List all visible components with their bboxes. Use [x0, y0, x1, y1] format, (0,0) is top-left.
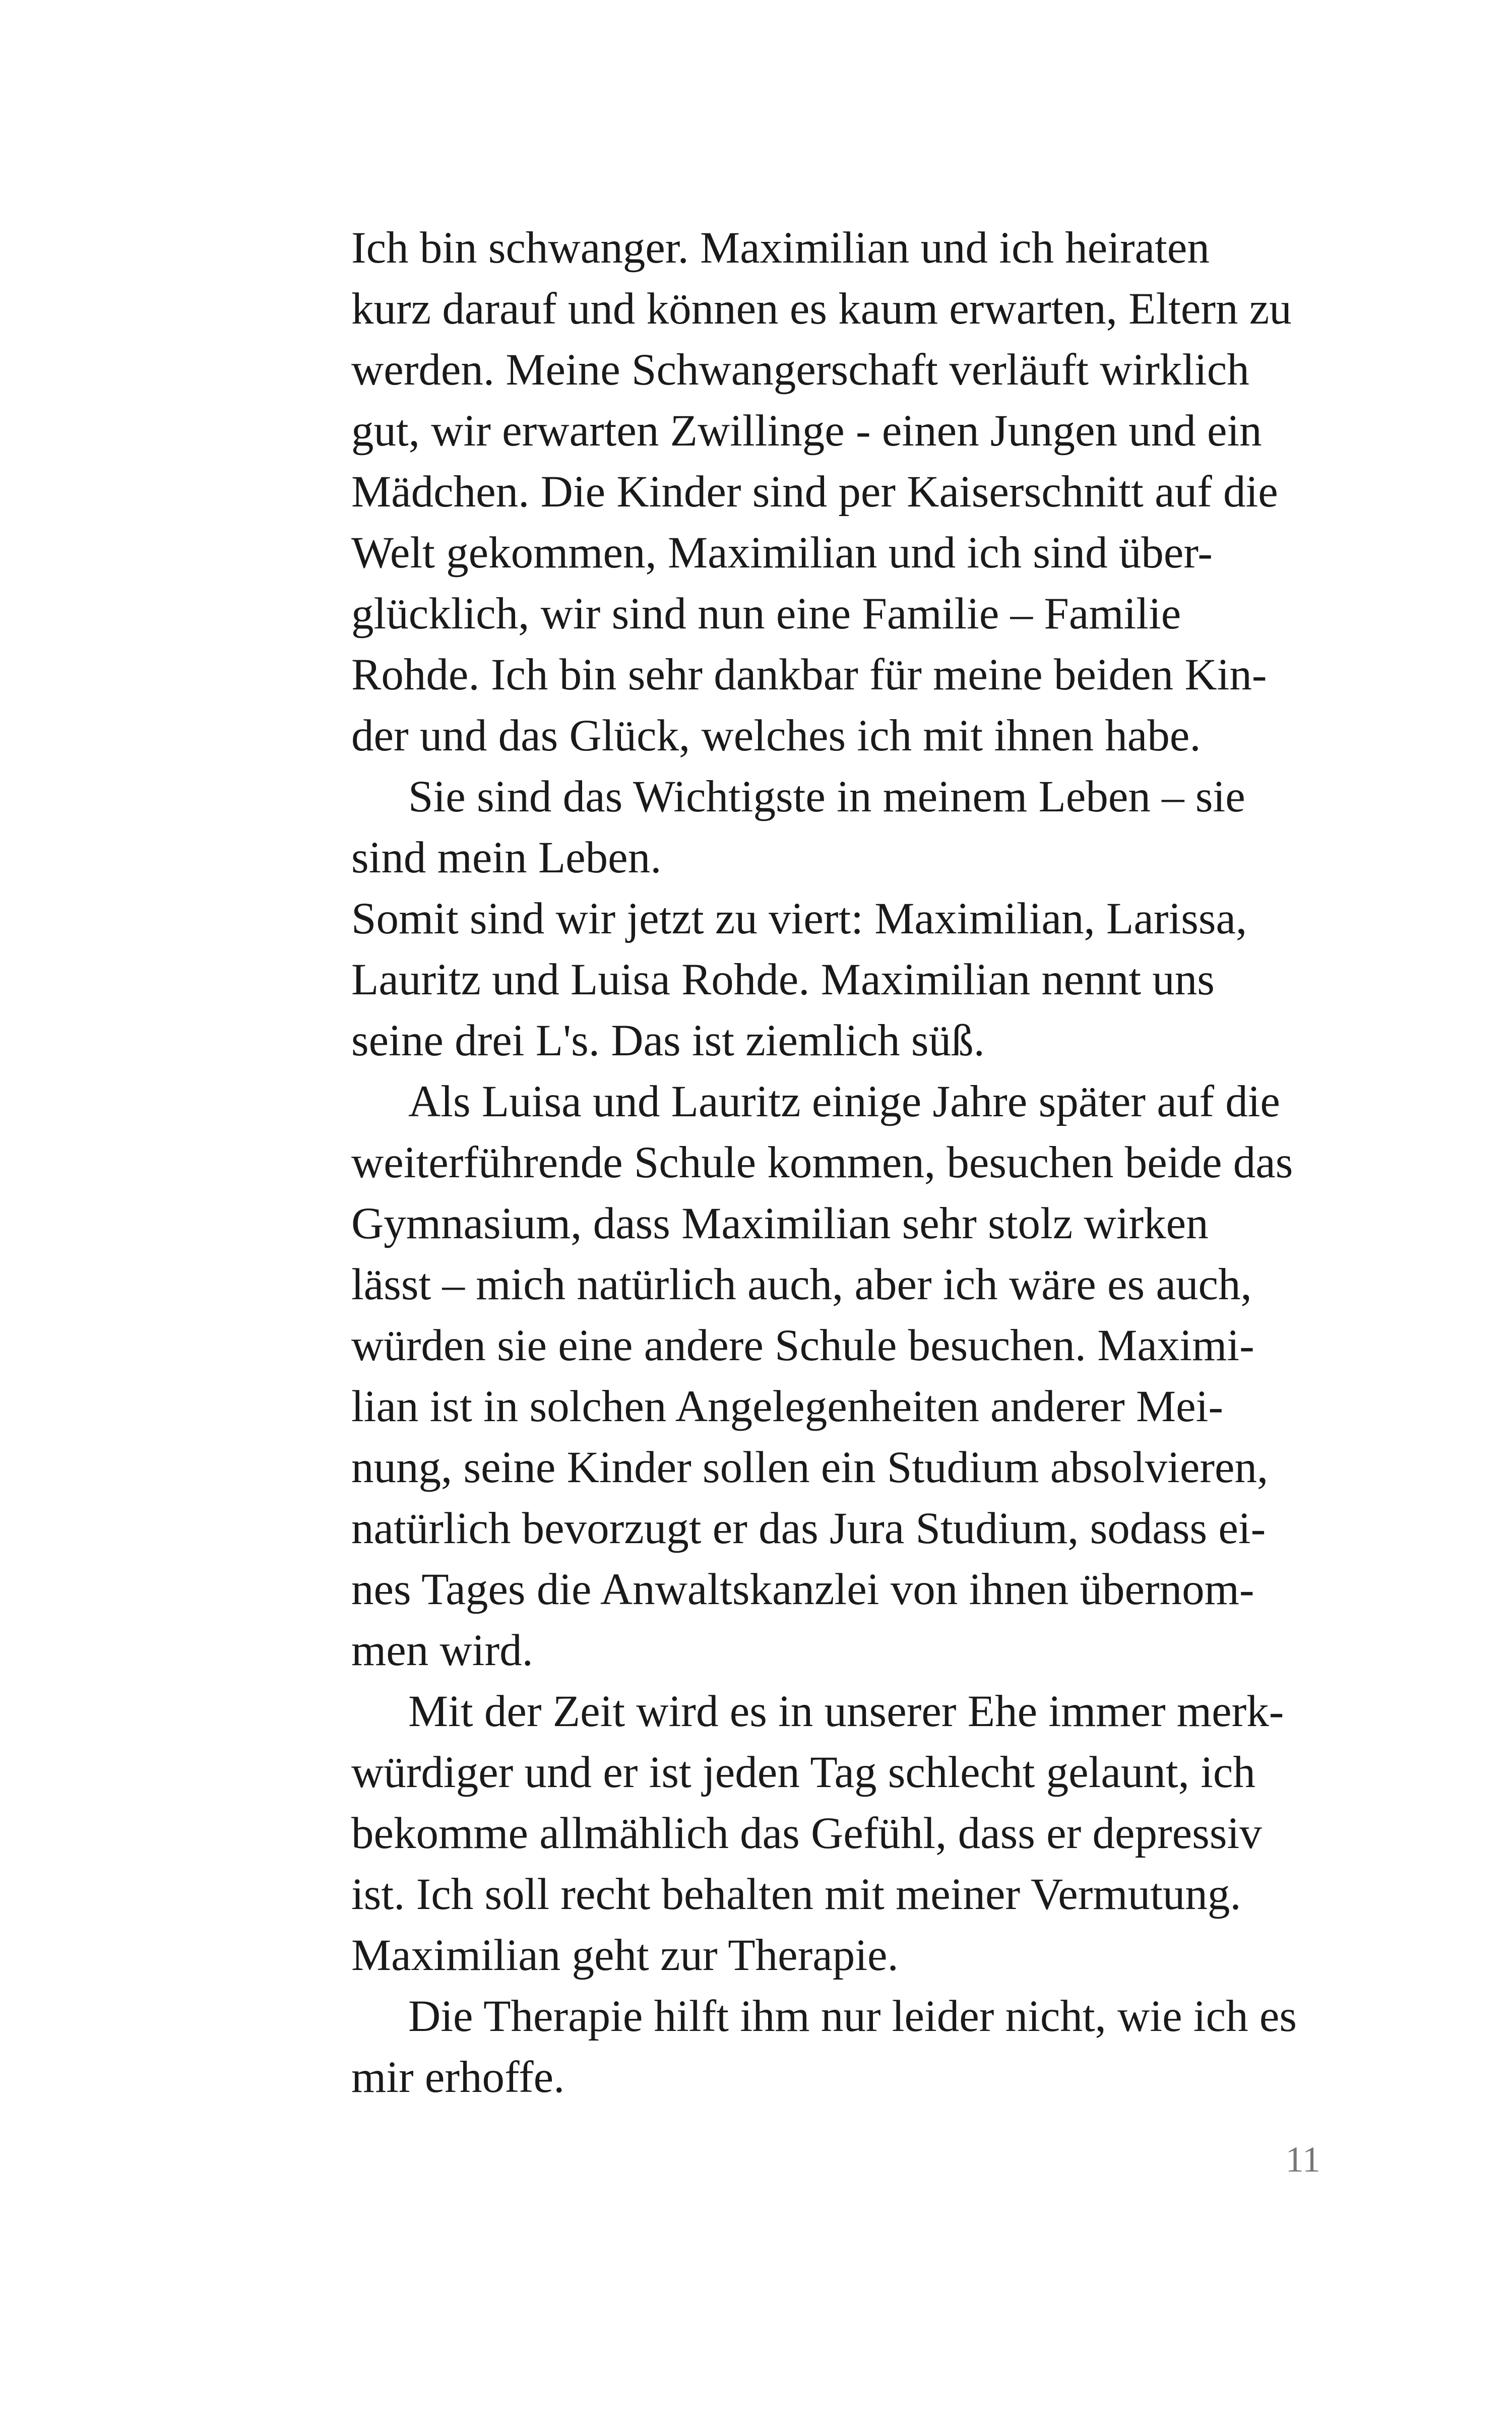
text-line: ist. Ich soll recht behalten mit meiner Vermutung. — [351, 1870, 1241, 1919]
text-line: Gymnasium, dass Maximilian sehr stolz wirken — [351, 1199, 1209, 1248]
text-line: glücklich, wir sind nun eine Familie – Familie — [351, 589, 1181, 639]
text-line: bekomme allmählich das Gefühl, dass er depressiv — [351, 1809, 1262, 1858]
text-line-indented: Die Therapie hilft ihm nur leider nicht, wie ich es — [408, 1992, 1297, 2041]
text-line: kurz darauf und können es kaum erwarten, Eltern zu — [351, 284, 1292, 334]
text-line-indented: Als Luisa und Lauritz einige Jahre später auf die — [408, 1077, 1280, 1126]
text-line: werden. Meine Schwangerschaft verläuft wirklich — [351, 345, 1249, 395]
text-line: lian ist in solchen Angelegenheiten anderer Mei- — [351, 1382, 1223, 1431]
text-line: Rohde. Ich bin sehr dankbar für meine beiden Kin- — [351, 650, 1267, 699]
text-line-indented: Sie sind das Wichtigste in meinem Leben – sie — [408, 772, 1245, 821]
text-line: Maximilian geht zur Therapie. — [351, 1931, 899, 1980]
text-line: lässt – mich natürlich auch, aber ich wäre es auch, — [351, 1260, 1252, 1309]
text-line: nes Tages die Anwaltskanzlei von ihnen übernom- — [351, 1565, 1254, 1614]
text-line: Mädchen. Die Kinder sind per Kaiserschnitt auf die — [351, 467, 1278, 517]
text-line: gut, wir erwarten Zwillinge - einen Jungen und ein — [351, 406, 1262, 456]
text-line: sind mein Leben. — [351, 833, 662, 882]
body-text — [351, 218, 1319, 2108]
text-line: Somit sind wir jetzt zu viert: Maximilian, Larissa, — [351, 894, 1247, 943]
text-line: natürlich bevorzugt er das Jura Studium, sodass ei- — [351, 1504, 1266, 1553]
page-number: 11 — [1285, 2139, 1320, 2180]
text-line: der und das Glück, welches ich mit ihnen habe. — [351, 711, 1201, 760]
text-line: würden sie eine andere Schule besuchen. Maximi- — [351, 1321, 1254, 1370]
text-line: mir erhoffe. — [351, 2053, 565, 2102]
text-line: würdiger und er ist jeden Tag schlecht gelaunt, ich — [351, 1748, 1255, 1797]
text-line: Welt gekommen, Maximilian und ich sind über- — [351, 528, 1213, 578]
text-line: nung, seine Kinder sollen ein Studium absolvieren, — [351, 1443, 1269, 1492]
text-line-indented: Mit der Zeit wird es in unserer Ehe immer merk- — [408, 1687, 1284, 1736]
text-line: men wird. — [351, 1626, 533, 1675]
text-line: Lauritz und Luisa Rohde. Maximilian nennt uns — [351, 955, 1215, 1004]
text-line: Ich bin schwanger. Maximilian und ich heiraten — [351, 223, 1210, 273]
text-line: seine drei L's. Das ist ziemlich süß. — [351, 1016, 985, 1065]
text-line: weiterführende Schule kommen, besuchen beide das — [351, 1138, 1293, 1187]
